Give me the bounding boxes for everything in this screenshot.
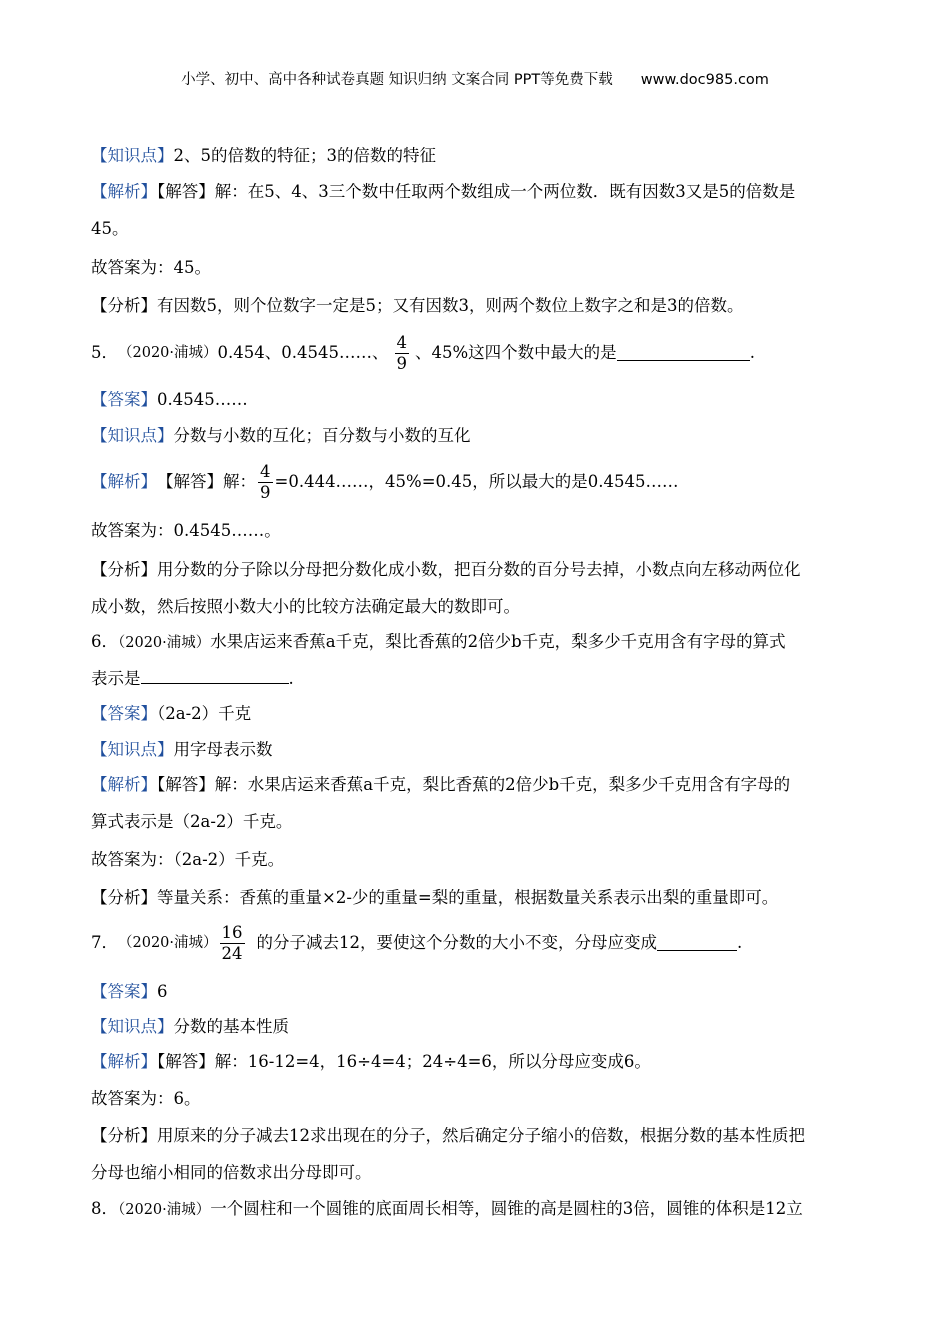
q4-commentary (91, 296, 744, 316)
q5-analysis-b: =0.444……，45%=0.45，所以最大的是0.4545…… (274, 472, 679, 491)
q8-stem (91, 1199, 803, 1220)
q4-analysis-line1 (91, 182, 795, 202)
label-knowledge: 【知识点】 (91, 426, 174, 445)
q5-frac-numerator: 4 (396, 332, 407, 352)
q5-commentary-line2: 成小数，然后按照小数大小的比较方法确定最大的数即可。 (91, 597, 520, 616)
q5-answer-text: 0.4545…… (157, 390, 248, 409)
q7-commentary-line2: 分母也缩小相同的倍数求出分母即可。 (91, 1163, 372, 1182)
q5-answer-blank[interactable] (617, 346, 750, 361)
q6-stem-line1 (91, 632, 786, 653)
q7-commentary-line1 (91, 1126, 805, 1146)
q5-kp-text: 分数与小数的互化；百分数与小数的互化 (173, 426, 471, 445)
q4-kp-text: 2、5的倍数的特征；3的倍数的特征 (173, 146, 436, 165)
q4-answer-line: 故答案为：45。 (91, 258, 211, 277)
q7-frac-denominator: 24 (221, 943, 243, 963)
q6-stem-text: 水果店运来香蕉a千克，梨比香蕉的2倍少b千克，梨多少千克用含有字母的算式 (210, 632, 786, 651)
q6-knowledge-point (91, 740, 273, 760)
q7-kp-text: 分数的基本性质 (173, 1017, 289, 1036)
q5-analysis (91, 459, 679, 505)
q5-analysis-frac-denominator: 9 (260, 482, 271, 502)
q5-number: 5． (91, 343, 118, 362)
q6-kp-text: 用字母表示数 (173, 740, 273, 759)
q5-commentary-text: 用分数的分子除以分母把分数化成小数，把百分数的百分号去掉，小数点向左移动两位化 (157, 560, 801, 579)
q7-fraction (220, 923, 245, 964)
q6-source: （2020·浦城） (118, 635, 211, 651)
q7-stem-end: . (737, 933, 743, 952)
q5-analysis-fraction (258, 462, 273, 503)
q5-fraction (395, 333, 410, 374)
q7-stem-text: 的分子减去12，要使这个分数的大小不变，分母应变成 (256, 933, 658, 952)
q5-answer-line: 故答案为：0.4545……。 (91, 521, 281, 540)
q6-answer (91, 704, 251, 724)
label-analysis: 【解析】 (91, 1052, 157, 1071)
q7-knowledge-point (91, 1017, 289, 1037)
label-analysis: 【解析】 (91, 472, 157, 491)
q5-stem-a: 0.454、0.4545……、 (217, 343, 389, 362)
q5-stem (91, 330, 755, 376)
label-commentary: 【分析】 (91, 1126, 157, 1145)
q5-frac-denominator: 9 (396, 353, 407, 373)
q7-commentary-text: 用原来的分子减去12求出现在的分子，然后确定分子缩小的倍数，根据分数的基本性质把 (157, 1126, 805, 1145)
q6-analysis-text: 【解答】解：水果店运来香蕉a千克，梨比香蕉的2倍少b千克，梨多少千克用含有字母的 (157, 775, 791, 794)
label-analysis: 【解析】 (91, 775, 157, 794)
page-header (0, 68, 950, 89)
q6-analysis-line1 (91, 775, 790, 795)
q4-analysis-text: 【解答】解：在5、4、3三个数中任取两个数组成一个两位数．既有因数3又是5的倍数是 (157, 182, 796, 201)
label-commentary: 【分析】 (91, 296, 157, 315)
q6-stem-line2 (91, 669, 294, 689)
q6-commentary (91, 888, 778, 908)
q7-analysis-text: 【解答】解：16-12=4，16÷4=4；24÷4=6，所以分母应变成6。 (157, 1052, 651, 1071)
label-commentary: 【分析】 (91, 888, 157, 907)
header-url[interactable]: www.doc985.com (640, 72, 769, 88)
q5-stem-b: 、45%这四个数中最大的是 (415, 343, 617, 362)
label-knowledge: 【知识点】 (91, 740, 174, 759)
q8-source: （2020·浦城） (118, 1202, 211, 1218)
q4-knowledge-point (91, 146, 436, 166)
q6-answer-line: 故答案为：（2a-2）千克。 (91, 850, 285, 869)
q5-source: （2020·浦城） (118, 345, 218, 361)
q6-answer-text: （2a-2）千克 (157, 704, 252, 723)
q7-source: （2020·浦城） (118, 935, 218, 951)
q7-frac-numerator: 16 (221, 922, 243, 942)
q7-answer (91, 982, 168, 1002)
label-answer: 【答案】 (91, 390, 157, 409)
q6-number: 6． (91, 632, 118, 651)
header-text: 小学、初中、高中各种试卷真题 知识归纳 文案合同 PPT等免费下载 (181, 72, 613, 88)
q7-number: 7． (91, 933, 118, 952)
q6-stem-l2: 表示是 (91, 669, 141, 688)
q8-number: 8． (91, 1199, 118, 1218)
q4-analysis-line2: 45。 (91, 219, 129, 238)
q6-analysis-line2: 算式表示是（2a-2）千克。 (91, 812, 293, 831)
q6-answer-blank[interactable] (141, 669, 289, 684)
q7-answer-text: 6 (157, 982, 168, 1001)
label-knowledge: 【知识点】 (91, 146, 174, 165)
q5-analysis-a: 【解答】解： (157, 472, 256, 491)
q7-analysis (91, 1052, 651, 1072)
q6-commentary-text: 等量关系：香蕉的重量×2-少的重量=梨的重量，根据数量关系表示出梨的重量即可。 (157, 888, 779, 907)
label-knowledge: 【知识点】 (91, 1017, 174, 1036)
q6-stem-end: . (288, 669, 294, 688)
q7-answer-line: 故答案为：6。 (91, 1089, 201, 1108)
label-commentary: 【分析】 (91, 560, 157, 579)
label-answer: 【答案】 (91, 704, 157, 723)
label-answer: 【答案】 (91, 982, 157, 1001)
q4-commentary-text: 有因数5，则个位数字一定是5；又有因数3，则两个数位上数字之和是3的倍数。 (157, 296, 744, 315)
q5-commentary-line1 (91, 560, 801, 580)
label-analysis: 【解析】 (91, 182, 157, 201)
q8-stem-text: 一个圆柱和一个圆锥的底面周长相等，圆锥的高是圆柱的3倍，圆锥的体积是12立 (210, 1199, 803, 1218)
q7-stem (91, 920, 742, 966)
q5-stem-end: . (749, 343, 755, 362)
q5-answer (91, 390, 248, 410)
q5-knowledge-point (91, 426, 471, 446)
q7-answer-blank[interactable] (657, 936, 737, 951)
q5-analysis-frac-numerator: 4 (260, 461, 271, 481)
